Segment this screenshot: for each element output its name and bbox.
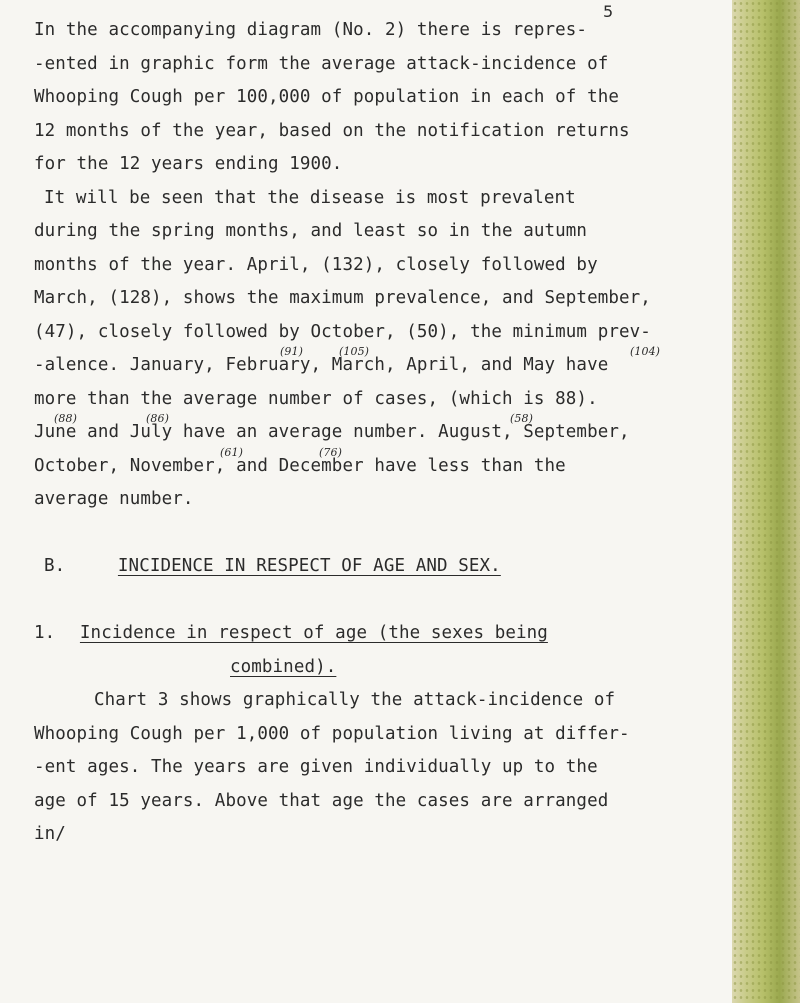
annotation-november: (61) [220,445,243,459]
p3-line-5: in/ [34,824,66,844]
p2-line-9-wrap [34,445,726,484]
p1-line-5: for the 12 years ending 1900. [34,154,343,174]
p3-line-2: Whooping Cough per 1,000 of population living at differ- [34,723,630,744]
p2-line-7: more than the average number of cases, (which is 88). [34,388,598,409]
p1-line-1: In the accompanying diagram (No. 2) there is repres- [34,20,588,40]
page-edge-background [732,0,800,1003]
p3-line-1: Chart 3 shows graphically the attack-incidence of [94,690,616,710]
spacer [34,584,726,618]
p2-line-6: -alence. January, February, March, April, and May have [34,355,609,375]
p2-line-2: during the spring months, and least so in the autumn [34,221,588,241]
p3-line-4: age of 15 years. Above that age the cases are arranged [34,790,609,811]
subsection-1-title-cont-wrap [34,651,726,685]
p2-line-6-wrap [34,345,726,383]
p2-line-8: June and July have an average number. August, September, [34,422,630,442]
subsection-1-title: Incidence in respect of age (the sexes being [79,623,548,643]
annotation-june: (88) [54,412,77,425]
p2-line-10: average number. [34,489,194,509]
p3-line-3: -ent ages. The years are given individually up to the [34,757,598,777]
section-b-label: B. [44,556,66,576]
annotation-january: (91) [280,345,303,358]
subsection-1-number: 1. [34,623,56,643]
subsection-1-heading [34,617,726,651]
p2-line-9: October, November, and December have less than the [34,455,566,476]
p1-line-4: 12 months of the year, based on the notification returns [34,120,630,141]
annotation-august: (58) [510,412,533,425]
p1-line-3: Whooping Cough per 100,000 of population in each of the [34,87,619,107]
annotation-july: (86) [146,412,169,425]
p2-line-1: It will be seen that the disease is most prevalent [44,187,576,208]
annotation-may: (104) [630,345,661,358]
p2-line-4: March, (128), shows the maximum prevalence, and September, [34,288,651,308]
spacer [34,517,726,551]
p2-line-3: months of the year. April, (132), closely followed by [34,254,598,275]
annotation-february: (105) [339,345,370,358]
subsection-1-title-cont: combined). [230,656,337,677]
p2-line-5: (47), closely followed by October, (50), the minimum prev- [34,321,651,342]
section-b-heading [34,550,726,584]
section-b-title: INCIDENCE IN RESPECT OF AGE AND SEX. [117,556,501,576]
p1-line-2: -ented in graphic form the average attack-incidence of [34,53,609,74]
page-corner-mark: 5 [603,2,614,21]
annotation-december: (76) [319,445,342,459]
document-text [34,14,726,852]
p2-line-8-wrap [34,412,726,450]
